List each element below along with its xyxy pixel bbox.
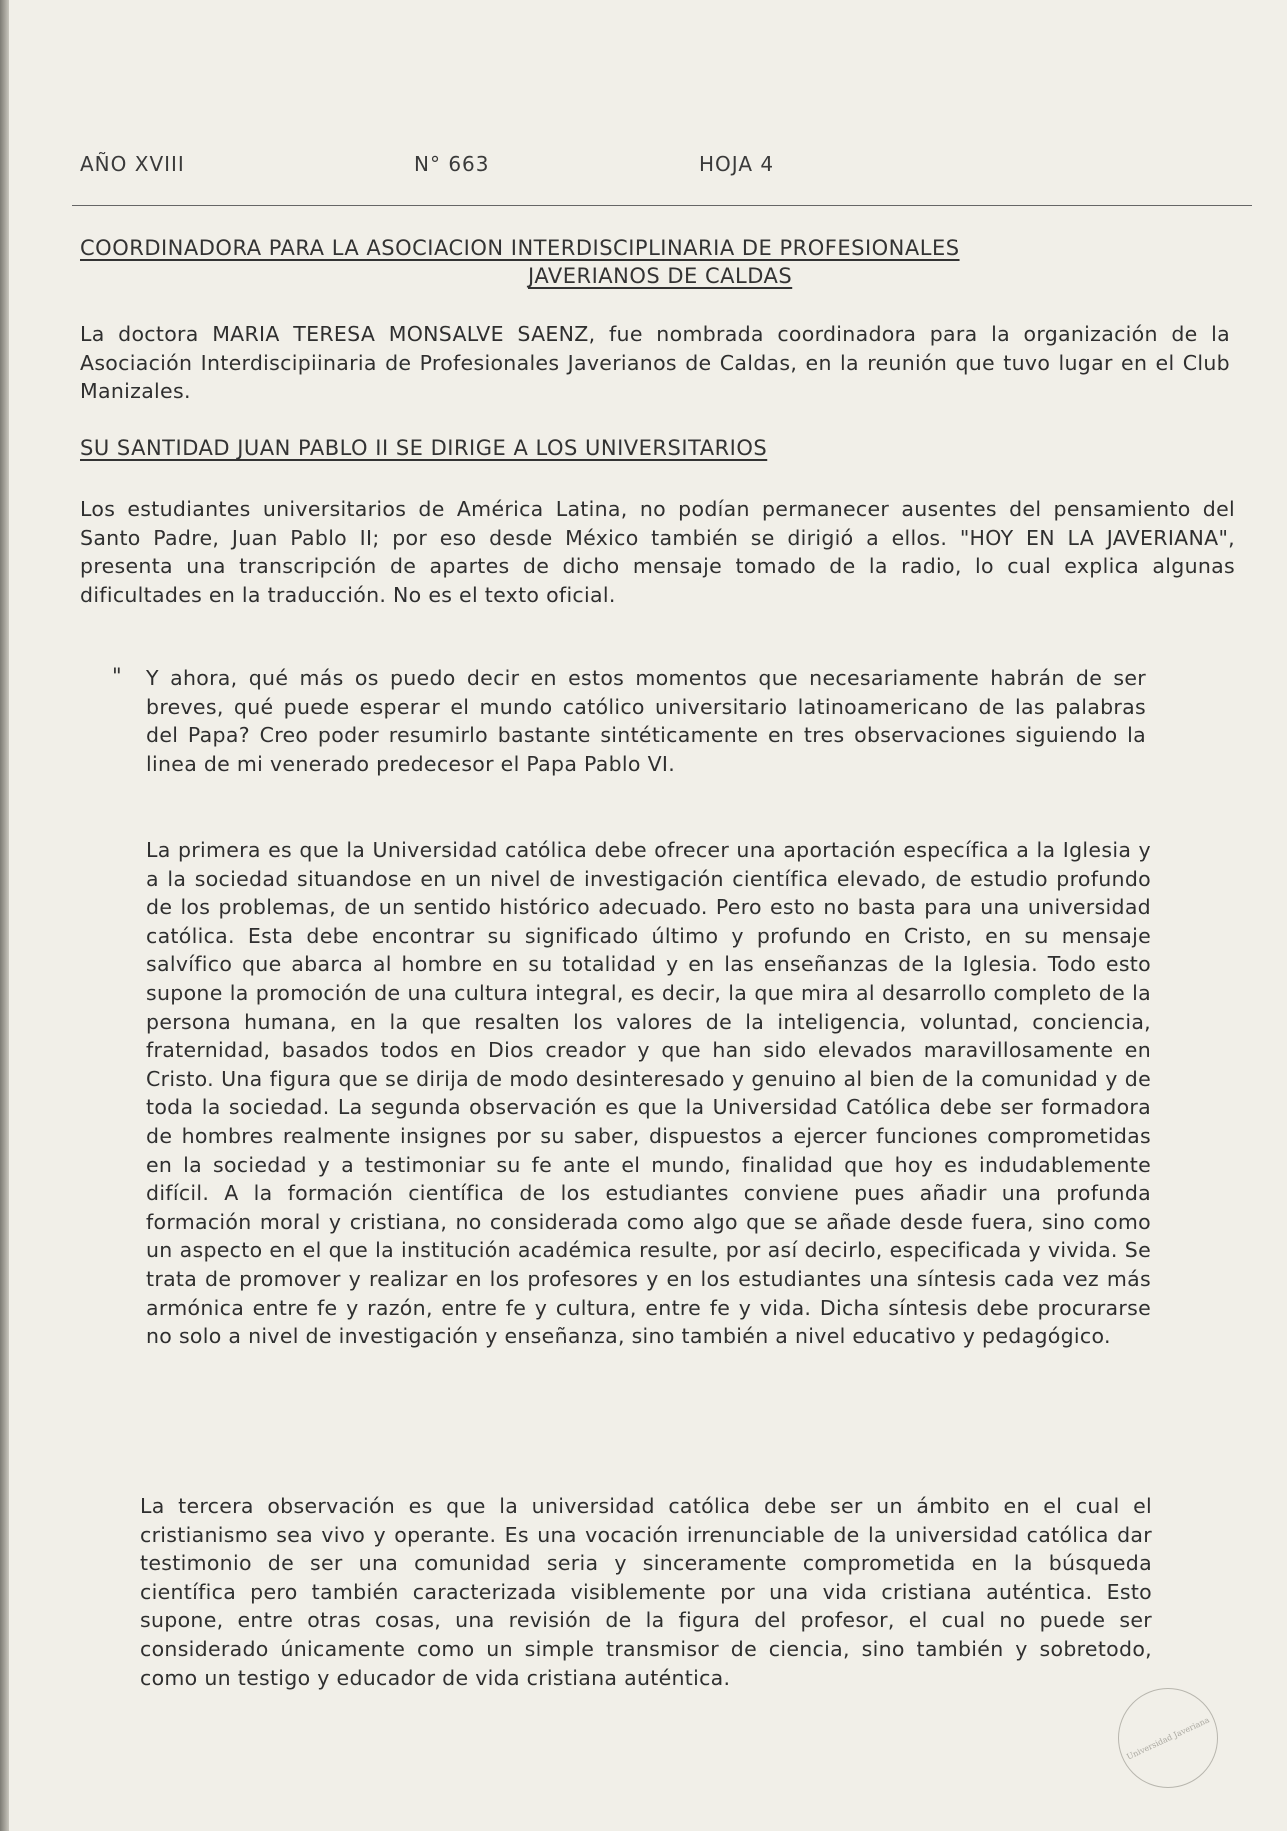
scan-edge	[0, 0, 9, 1831]
section2-title: SU SANTIDAD JUAN PABLO II SE DIRIGE A LOS UNIVERSITARIOS	[80, 436, 768, 460]
header-sheet: HOJA 4	[699, 152, 775, 176]
section1-body: La doctora MARIA TERESA MONSALVE SAENZ, fue nombrada coordinadora para la organización de la Asociación Interdiscipiinaria de Profesionales Javerianos de Caldas, en la reunión que tuvo lugar en el Club Manizales.	[80, 322, 1230, 404]
section1-title-line1: COORDINADORA PARA LA ASOCIACION INTERDISCIPLINARIA DE PROFESIONALES	[80, 236, 960, 260]
section2-intro: Los estudiantes universitarios de América Latina, no podían permanecer ausentes del pensamiento del Santo Padre, Juan Pablo II; por eso desde México también se dirigió a ellos. "HOY EN LA JAVERIANA", presenta una transcripción de apartes de dicho mensaje tomado de la radio, lo cual explica algunas dificultades en la traducción. No es el texto oficial.	[80, 497, 1235, 607]
quote-open-mark: "	[112, 664, 122, 688]
paragraph-first-second-observation: La primera es que la Universidad católica debe ofrecer una aportación específica a la Iglesia y a la sociedad situandose en un nivel de investigación científica elevado, de estudio profundo de los problemas, de un sentido histórico adecuado. Pero esto no basta para una universidad católica. Esta debe encontrar su significado último y profundo en Cristo, en su mensaje salvífico que abarca al hombre en su totalidad y en las enseñanzas de la Iglesia. Todo esto supone la promoción de una cultura integral, es decir, la que mira al desarrollo completo de la persona humana, en la que resalten los valores de la inteligencia, voluntad, conciencia, fraternidad, basados todos en Dios creador y que han sido elevados maravillosamente en Cristo. Una figura que se dirija de modo desinteresado y genuino al bien de la comunidad y de toda la sociedad. La segunda observación es que la Universidad Católica debe ser formadora de hombres realmente insignes por su saber, dispuestos a ejercer funciones comprometidas en la sociedad y a testimoniar su fe ante el mundo, finalidad que hoy es indudablemente difícil. A la formación científica de los estudiantes conviene pues añadir una profunda formación moral y cristiana, no considerada como algo que se añade desde fuera, sino como un aspecto en el que la institución académica resulte, por así decirlo, especificada y vivida. Se trata de promover y realizar en los profesores y en los estudiantes una síntesis cada vez más armónica entre fe y razón, entre fe y cultura, entre fe y vida. Dicha síntesis debe procurarse no solo a nivel de investigación y enseñanza, sino también a nivel educativo y pedagógico.	[146, 838, 1151, 1349]
header-year: AÑO XVIII	[80, 152, 185, 176]
paragraph-third-observation: La tercera observación es que la universidad católica debe ser un ámbito en el cual el cristianismo sea vivo y operante. Es una vocación irrenunciable de la universidad católica dar testimonio de ser una comunidad seria y sinceramente comprometida en la búsqueda científica pero también caracterizada visiblemente por una vida cristiana auténtica. Esto supone, entre otras cosas, una revisión de la figura del profesor, el cual no puede ser considerado únicamente como un simple transmisor de ciencia, sino también y sobretodo, como un testigo y educador de vida cristiana auténtica.	[140, 1494, 1152, 1690]
university-stamp	[1118, 1688, 1218, 1788]
stamp-text: Universidad Javeriana	[1125, 1714, 1211, 1762]
header-number: N° 663	[414, 152, 490, 176]
header-rule	[72, 205, 1252, 206]
section1-title-line2: JAVERIANOS DE CALDAS	[528, 264, 793, 288]
papal-quote: Y ahora, qué más os puedo decir en estos momentos que necesariamente habrán de ser breves, qué puede esperar el mundo católico universitario latinoamericano de las palabras del Papa? Creo poder resumirlo bastante sintéticamente en tres observaciones siguiendo la linea de mi venerado predecesor el Papa Pablo VI.	[146, 666, 1146, 776]
